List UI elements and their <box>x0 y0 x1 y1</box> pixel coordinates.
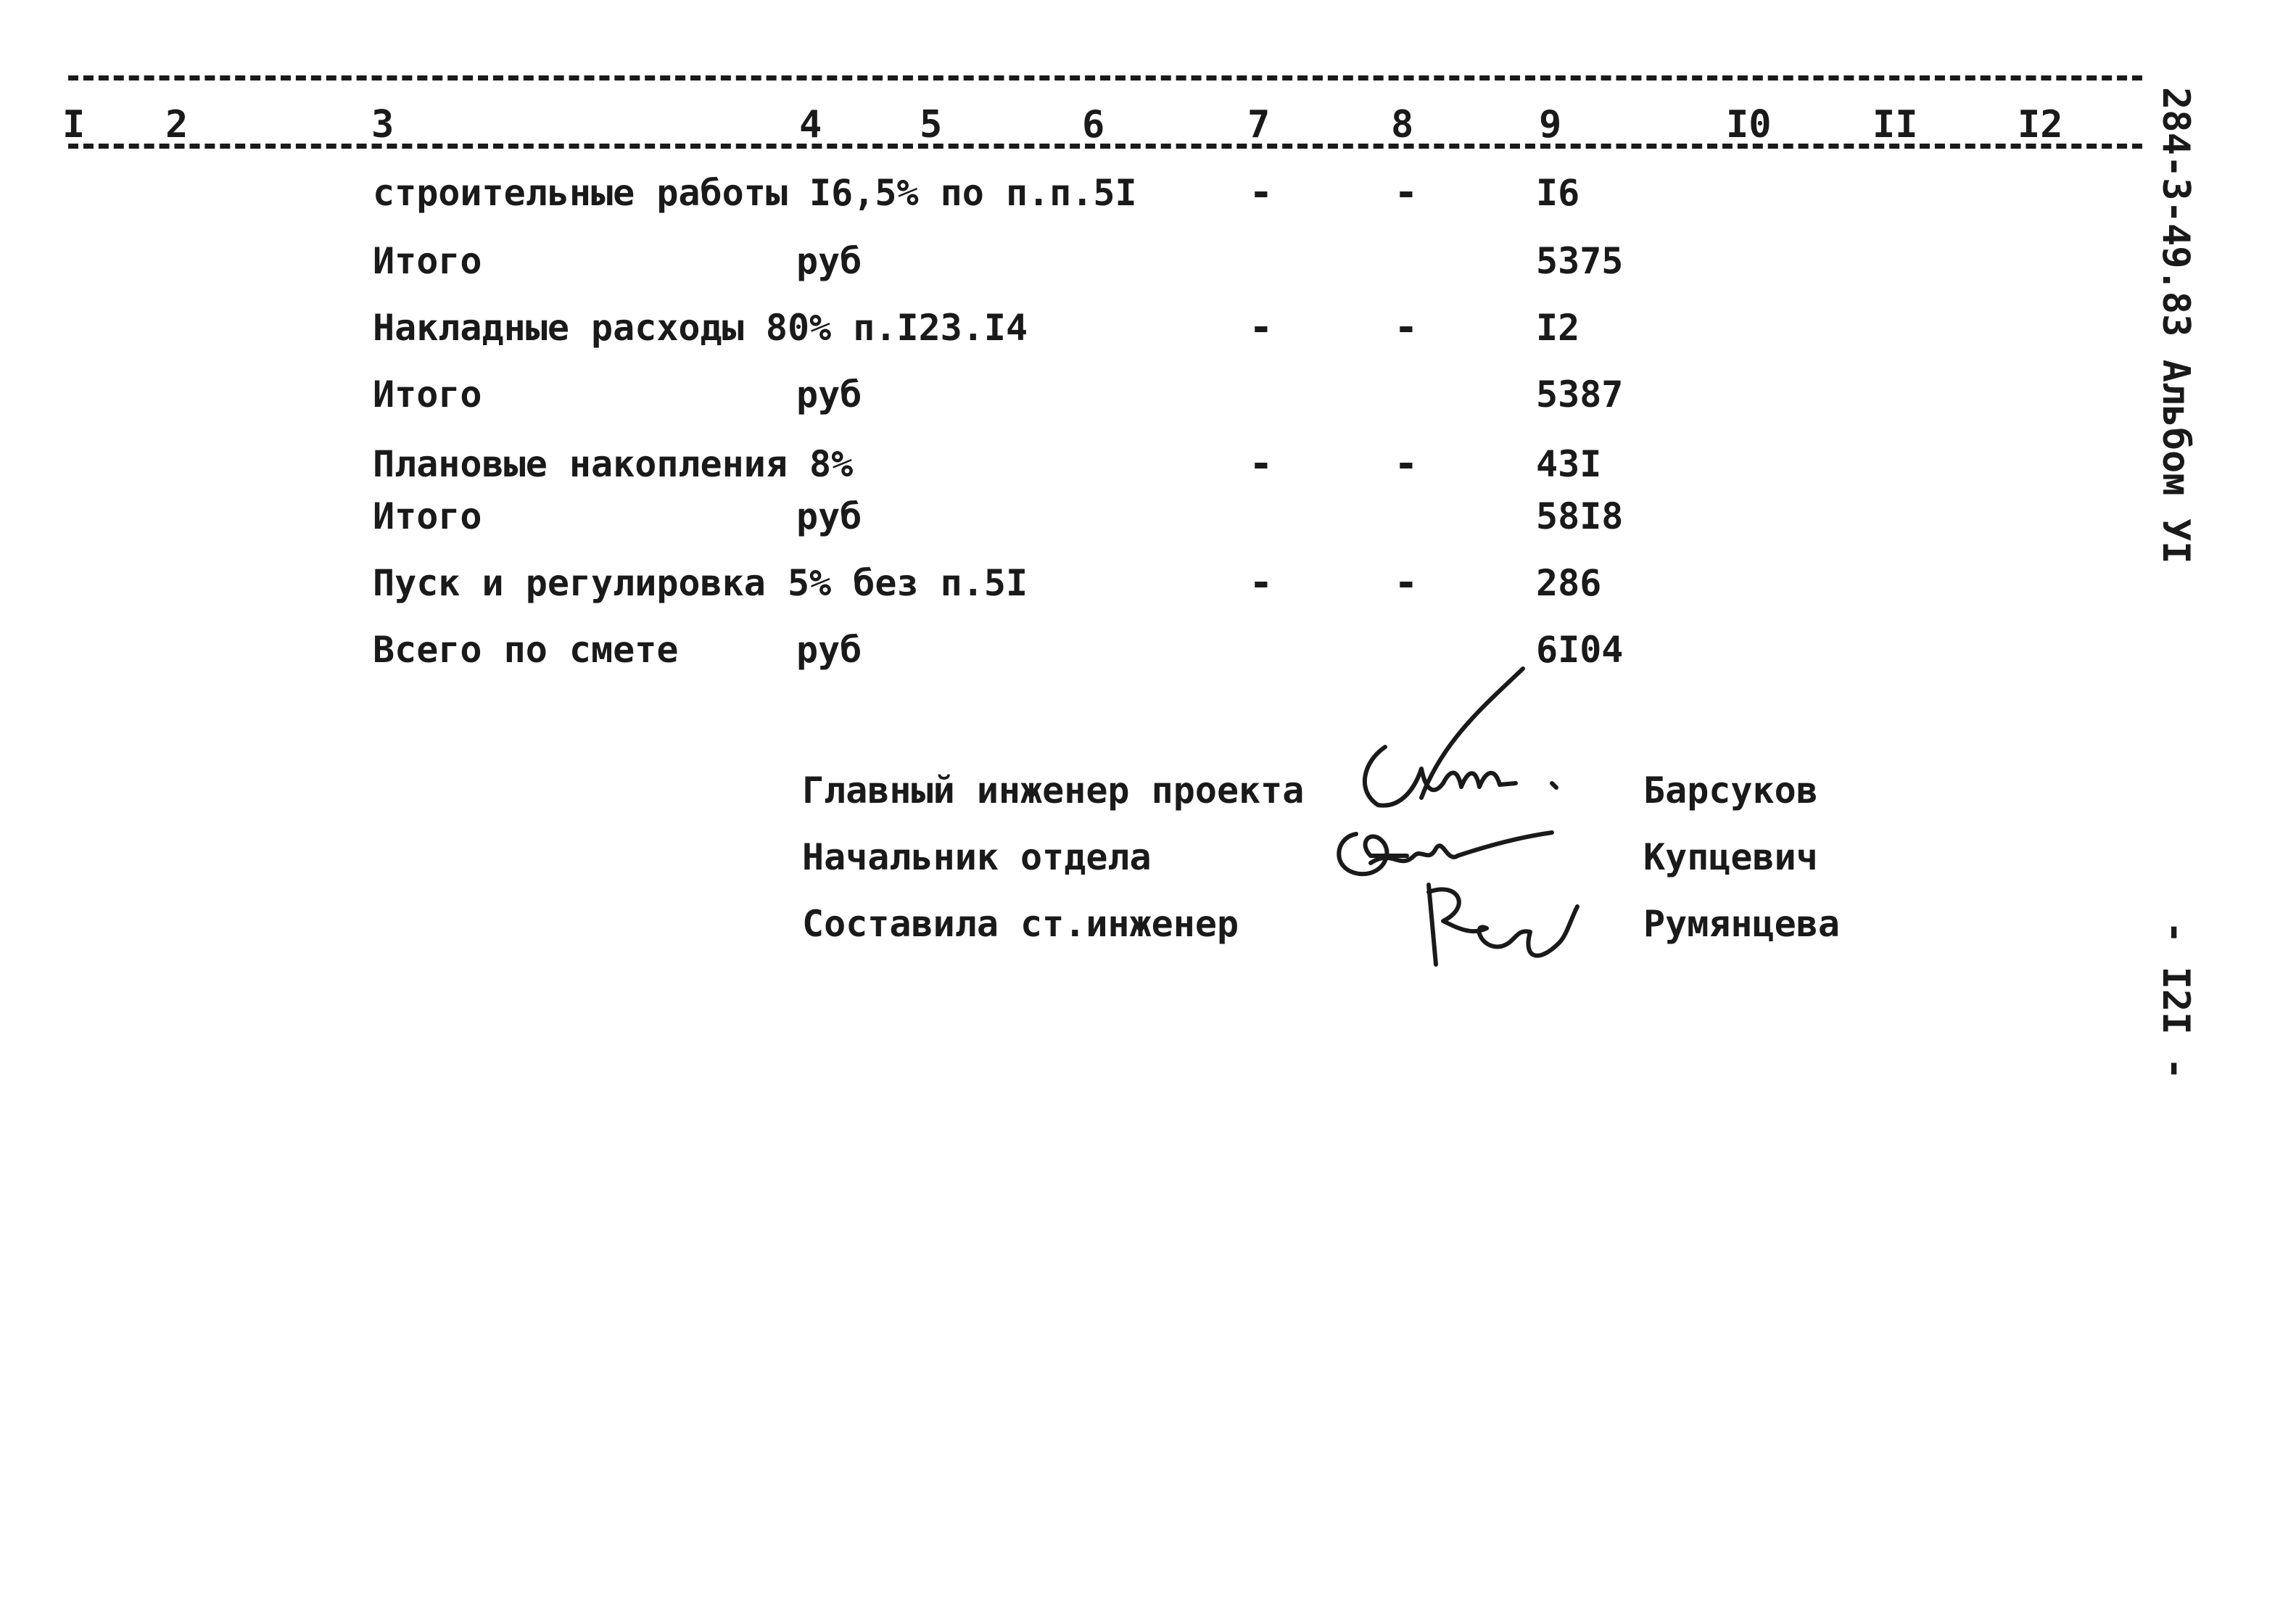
page-number: - I2I - <box>2154 921 2197 1081</box>
row-col7: - <box>1249 559 1273 606</box>
row-label: Накладные расходы 80% п.I23.I4 <box>373 307 1028 349</box>
column-number: 5 <box>920 103 943 146</box>
row-unit: руб <box>796 373 862 416</box>
row-col7: - <box>1249 440 1273 487</box>
column-number: 8 <box>1391 103 1414 146</box>
row-col8: - <box>1394 440 1419 487</box>
row-value: 43I <box>1536 443 1602 485</box>
signature-chief-engineer <box>1334 660 1595 819</box>
column-number: 3 <box>371 103 395 146</box>
column-number: I <box>62 103 86 146</box>
column-number: 2 <box>165 103 189 146</box>
row-label: Пуск и регулировка 5% без п.5I <box>373 562 1028 604</box>
row-label: Итого <box>373 373 482 416</box>
signer-name: Румянцева <box>1643 903 1840 945</box>
column-number: 6 <box>1082 103 1105 146</box>
row-label: Итого <box>373 240 482 282</box>
row-label: Плановые накопления 8% <box>373 443 854 485</box>
row-label: Всего по смете <box>373 629 679 671</box>
signature-engineer <box>1414 878 1588 979</box>
column-number: II <box>1872 103 1918 146</box>
row-col8: - <box>1394 169 1419 216</box>
row-value: 5375 <box>1536 240 1624 282</box>
row-label: строительные работы I6,5% по п.п.5I <box>373 172 1137 214</box>
row-label: Итого <box>373 495 482 537</box>
signer-name: Барсуков <box>1643 769 1818 812</box>
signer-role: Главный инженер проекта <box>802 769 1305 812</box>
row-col8: - <box>1394 559 1419 606</box>
signer-role: Составила ст.инженер <box>802 903 1239 945</box>
column-number: 4 <box>799 103 822 146</box>
signer-name: Купцевич <box>1643 836 1818 878</box>
row-value: 6I04 <box>1536 629 1624 671</box>
row-value: I2 <box>1536 307 1580 349</box>
column-number: 9 <box>1539 103 1562 146</box>
column-number: 7 <box>1247 103 1271 146</box>
row-value: 58I8 <box>1536 495 1624 537</box>
header-top-rule <box>68 75 2142 80</box>
signer-role: Начальник отдела <box>802 836 1152 878</box>
column-number: I2 <box>2018 103 2063 146</box>
document-code: 284-3-49.83 Альбом УI <box>2154 87 2197 564</box>
row-unit: руб <box>796 495 862 537</box>
row-col7: - <box>1249 304 1273 351</box>
row-value: 5387 <box>1536 373 1624 416</box>
row-value: I6 <box>1536 172 1580 214</box>
column-number: I0 <box>1726 103 1772 146</box>
row-col7: - <box>1249 169 1273 216</box>
row-col8: - <box>1394 304 1419 351</box>
row-value: 286 <box>1536 562 1602 604</box>
row-unit: руб <box>796 629 862 671</box>
row-unit: руб <box>796 240 862 282</box>
